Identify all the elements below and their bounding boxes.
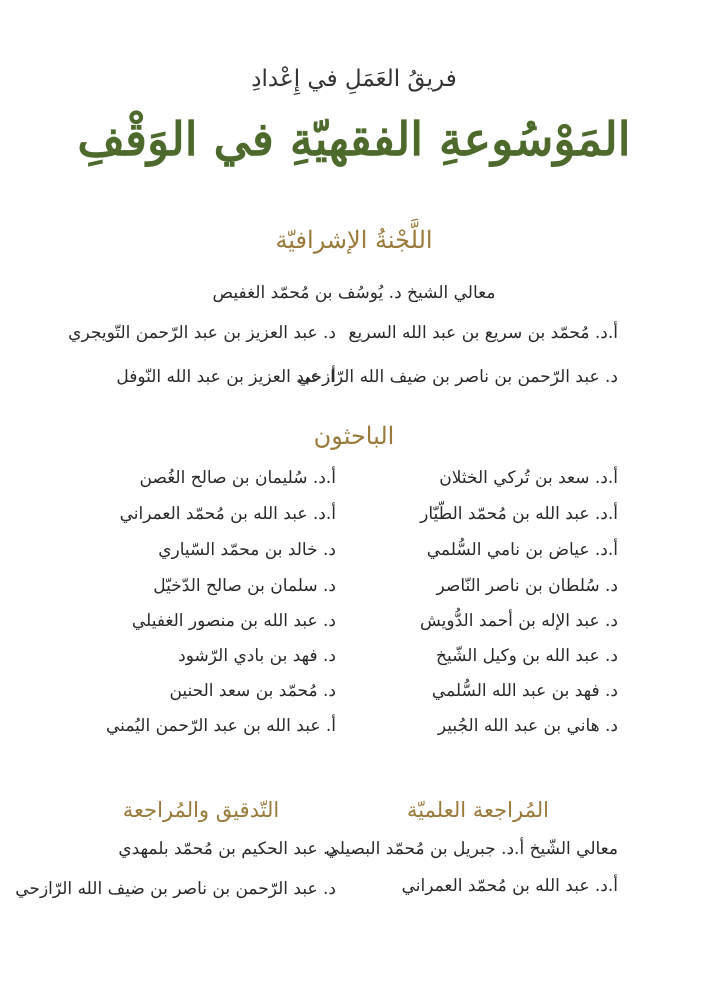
scientific-review-heading: المُراجعة العلميّة [407,798,549,822]
proofreader: د. عبد الرّحمن بن ناصر بن ضيف الله الرّازحي [15,879,336,899]
researcher-name: أ. عبد الله بن عبد الرّحمن اليُمني [106,716,336,736]
researcher-name: د. عبد الإله بن أحمد الدُّويش [420,611,618,631]
supervisory-member: د. عبد الرّحمن بن ناصر بن ضيف الله الرّازحي [297,367,618,387]
researcher-name: أ.د. عبد الله بن مُحمّد العمراني [119,504,336,524]
researchers-heading: الباحثون [313,422,395,450]
subtitle: فريقُ العَمَلِ في إِعْدادِ [251,66,457,92]
researcher-name: أ.د. عبد الله بن مُحمّد الطّيّار [420,504,618,524]
researcher-name: د. سُلطان بن ناصر النّاصر [436,576,618,596]
page-title: المَوْسُوعةِ الفقهيّةِ في الوَقْفِ [77,112,631,166]
scientific-reviewer: أ.د. عبد الله بن مُحمّد العمراني [401,876,618,896]
supervisory-chair: معالي الشيخ د. يُوسُف بن مُحمّد الغفيص [212,283,496,303]
researcher-name: د. عبد الله بن منصور الغفيلي [131,611,336,631]
supervisory-heading: اللَّجْنةُ الإشرافيّة [275,226,433,254]
researcher-name: د. فهد بن بادي الرّشود [178,646,336,666]
researcher-name: د. خالد بن محمّد السّياري [158,540,336,560]
researcher-name: د. فهد بن عبد الله السُّلمي [431,681,618,701]
researcher-name: د. مُحمّد بن سعد الحنين [169,681,336,701]
supervisory-member: أ.د. مُحمّد بن سريع بن عبد الله السريع [348,323,618,343]
researcher-name: د. عبد الله بن وكيل الشّيخ [436,646,618,666]
supervisory-member: أ. عبد العزيز بن عبد الله النّوفل [116,367,336,387]
researcher-name: د. سلمان بن صالح الدّخيّل [153,576,336,596]
researcher-name: أ.د. سُليمان بن صالح الغُصن [139,468,336,488]
proofreader: د. عبد الحكيم بن مُحمّد بلمهدي [118,839,336,859]
researcher-name: د. هاني بن عبد الله الجُبير [437,716,618,736]
researcher-name: أ.د. سعد بن تُركي الخثلان [439,468,618,488]
proofreading-heading: التّدقيق والمُراجعة [122,798,280,822]
supervisory-member: د. عبد العزيز بن عبد الرّحمن التّويجري [68,323,336,343]
researcher-name: أ.د. عياض بن نامي السُّلمي [426,540,618,560]
scientific-reviewer: معالي الشّيخ أ.د. جبريل بن مُحمّد البصيلي [325,839,618,859]
